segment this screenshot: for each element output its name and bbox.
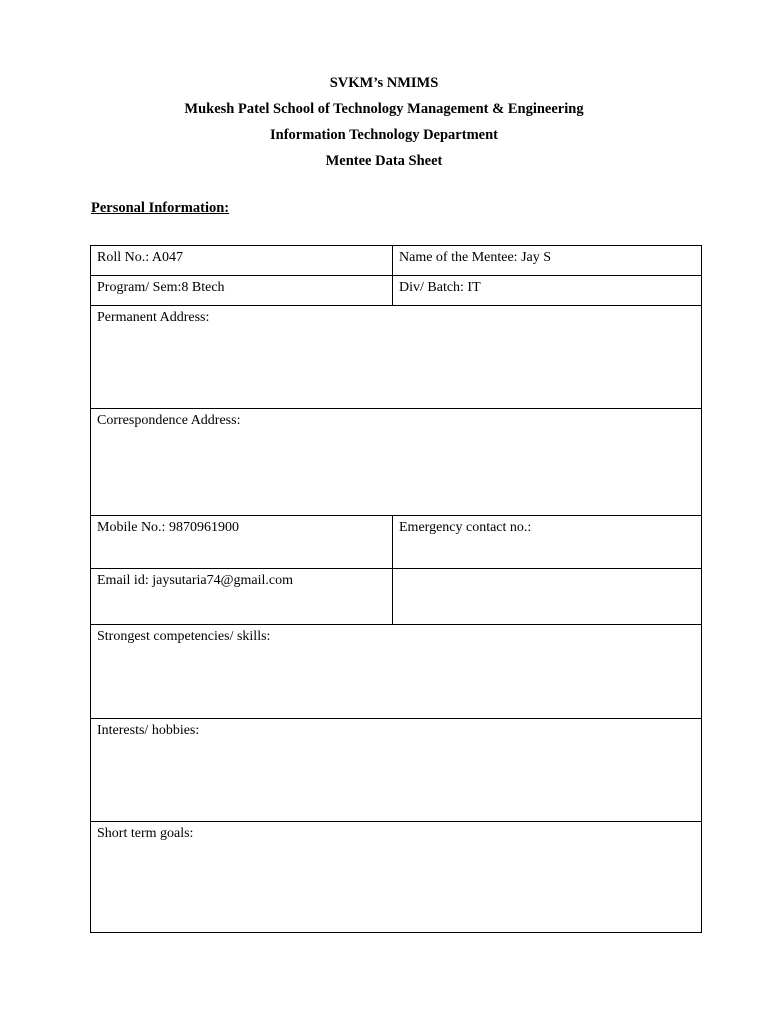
- mobile-no-cell[interactable]: Mobile No.: 9870961900: [91, 516, 393, 569]
- department-name: Information Technology Department: [270, 127, 498, 143]
- email-cell[interactable]: Email id: jaysutaria74@gmail.com: [91, 569, 393, 625]
- program-sem-cell[interactable]: Program/ Sem:8 Btech: [91, 276, 393, 306]
- short-term-goals-cell[interactable]: Short term goals:: [91, 822, 702, 933]
- interests-cell[interactable]: Interests/ hobbies:: [91, 719, 702, 822]
- org-name: SVKM’s NMIMS: [329, 75, 439, 91]
- table-row: [91, 276, 702, 306]
- table-row: [91, 516, 702, 569]
- div-batch-cell[interactable]: Div/ Batch: IT: [393, 276, 702, 306]
- school-name: Mukesh Patel School of Technology Management & Engineering: [184, 101, 584, 117]
- correspondence-address-cell[interactable]: Correspondence Address:: [91, 409, 702, 516]
- table-row: [91, 409, 702, 516]
- table-row: [91, 822, 702, 933]
- empty-cell[interactable]: [393, 569, 702, 625]
- table-row: [91, 569, 702, 625]
- table-row: [91, 306, 702, 409]
- section-title: Personal Information:: [91, 200, 230, 216]
- permanent-address-cell[interactable]: Permanent Address:: [91, 306, 702, 409]
- table-row: [91, 625, 702, 719]
- emergency-contact-cell[interactable]: Emergency contact no.:: [393, 516, 702, 569]
- roll-no-cell[interactable]: Roll No.: A047: [91, 246, 393, 276]
- mentee-name-cell[interactable]: Name of the Mentee: Jay S: [393, 246, 702, 276]
- table-row: [91, 246, 702, 276]
- mentee-form-table: [90, 245, 702, 933]
- table-row: [91, 719, 702, 822]
- document-header: [0, 70, 768, 174]
- skills-cell[interactable]: Strongest competencies/ skills:: [91, 625, 702, 719]
- document-title: Mentee Data Sheet: [325, 153, 443, 169]
